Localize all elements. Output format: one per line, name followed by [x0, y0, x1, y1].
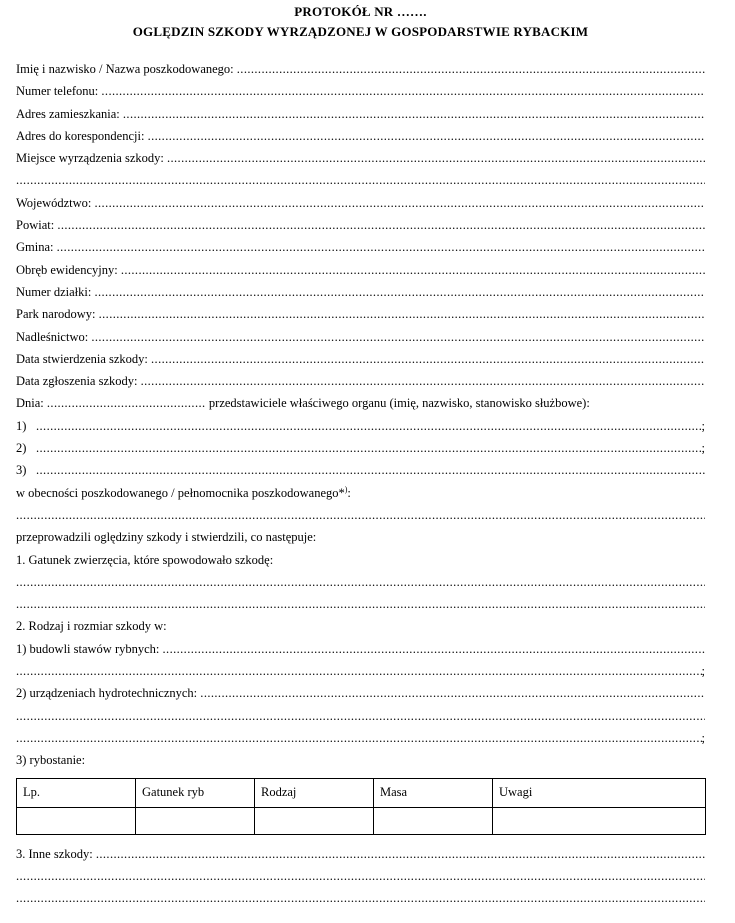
- field-gmina[interactable]: [16, 236, 705, 258]
- doc-title-line1: PROTOKÓŁ NR …….: [294, 4, 427, 19]
- table-header-rodzaj: Rodzaj: [255, 778, 374, 807]
- list-number: 2): [16, 441, 27, 456]
- fill-line[interactable]: [91, 326, 705, 348]
- species-label-row: [16, 549, 705, 571]
- findings-label-row: [16, 526, 705, 548]
- field-label: Nadleśnictwo:: [16, 329, 89, 344]
- field-label: Województwo:: [16, 195, 92, 210]
- fill-line[interactable]: [101, 80, 705, 102]
- table-row[interactable]: [17, 807, 706, 834]
- fill-line[interactable]: [57, 214, 705, 236]
- field-park[interactable]: [16, 303, 705, 325]
- field-adres[interactable]: [16, 103, 705, 125]
- table-header-lp: Lp.: [17, 778, 136, 807]
- semicolon: ;: [701, 441, 705, 456]
- table-cell[interactable]: [493, 807, 706, 834]
- section-label: 1. Gatunek zwierzęcia, które spowodowało szkodę:: [16, 552, 274, 567]
- field-dnia[interactable]: [16, 392, 705, 414]
- section-label: 3) rybostanie:: [16, 753, 86, 768]
- form-rows: [16, 58, 705, 772]
- fill-line[interactable]: [16, 865, 705, 887]
- field-korespondencja[interactable]: [16, 125, 705, 147]
- field-urzadzenia[interactable]: [16, 682, 705, 704]
- field-gatunek-2[interactable]: [16, 593, 705, 615]
- field-label: Dnia:: [16, 396, 44, 411]
- field-telefon[interactable]: [16, 80, 705, 102]
- list-number: 3): [16, 463, 27, 478]
- field-inne-cont1[interactable]: [16, 865, 705, 887]
- field-data-stwierdzenia[interactable]: [16, 348, 705, 370]
- field-miejsce[interactable]: [16, 147, 705, 169]
- field-obreb[interactable]: [16, 259, 705, 281]
- table-cell[interactable]: [374, 807, 493, 834]
- fill-line[interactable]: [121, 259, 705, 281]
- fill-line[interactable]: [99, 303, 705, 325]
- field-label: Miejsce wyrządzenia szkody:: [16, 151, 164, 166]
- section-label: przeprowadzili oględziny szkody i stwierdzili, co następuje:: [16, 530, 317, 545]
- field-powiat[interactable]: [16, 214, 705, 236]
- fill-line[interactable]: [148, 125, 705, 147]
- fill-line[interactable]: [16, 660, 702, 682]
- field-inne-cont2[interactable]: [16, 887, 705, 909]
- table-header-uwagi: Uwagi: [493, 778, 706, 807]
- section-label: 2. Rodzaj i rozmiar szkody w:: [16, 619, 167, 634]
- fill-line[interactable]: [167, 147, 705, 169]
- table-header-masa: Masa: [374, 778, 493, 807]
- field-rep-1[interactable]: [16, 415, 705, 437]
- field-rep-3[interactable]: [16, 459, 705, 481]
- field-dzialka[interactable]: [16, 281, 705, 303]
- table-header-gatunek: Gatunek ryb: [136, 778, 255, 807]
- field-budowle-cont[interactable]: [16, 660, 705, 682]
- field-miejsce-cont[interactable]: [16, 169, 705, 191]
- field-nadlesnictwo[interactable]: [16, 326, 705, 348]
- fill-line[interactable]: [237, 58, 705, 80]
- table-cell[interactable]: [17, 807, 136, 834]
- field-urzadzenia-cont2[interactable]: [16, 727, 705, 749]
- field-inne[interactable]: [16, 843, 705, 865]
- fill-line[interactable]: [95, 192, 706, 214]
- fill-line[interactable]: [16, 593, 705, 615]
- form-rows-bottom: [16, 843, 705, 910]
- field-rep-2[interactable]: [16, 437, 705, 459]
- field-imie[interactable]: [16, 58, 705, 80]
- field-label: Gmina:: [16, 240, 54, 255]
- fill-line[interactable]: [163, 638, 705, 660]
- field-wojewodztwo[interactable]: [16, 192, 705, 214]
- fill-line[interactable]: [16, 727, 702, 749]
- field-label: Park narodowy:: [16, 307, 96, 322]
- fill-line[interactable]: [57, 236, 705, 258]
- fill-line[interactable]: [36, 459, 705, 481]
- field-label: Numer działki:: [16, 284, 92, 299]
- semicolon: ;: [701, 730, 705, 745]
- footnote-marker: ): [344, 484, 348, 494]
- table-cell[interactable]: [136, 807, 255, 834]
- field-data-zgloszenia[interactable]: [16, 370, 705, 392]
- field-label: 1) budowli stawów rybnych:: [16, 641, 160, 656]
- field-label: w obecności poszkodowanego / pełnomocnika poszkodowanego*):: [16, 484, 351, 500]
- fill-line[interactable]: [16, 887, 705, 909]
- field-label: Imię i nazwisko / Nazwa poszkodowanego:: [16, 62, 234, 76]
- fill-line[interactable]: [96, 843, 705, 865]
- fill-line[interactable]: [16, 571, 705, 593]
- field-label: Numer telefonu:: [16, 84, 99, 99]
- field-label: Adres zamieszkania:: [16, 106, 120, 121]
- representatives-label: przedstawiciele właściwego organu (imię, nazwisko, stanowisko służbowe):: [208, 396, 590, 411]
- damage-type-label-row: [16, 615, 705, 637]
- fill-line[interactable]: [123, 103, 705, 125]
- fill-line[interactable]: [16, 705, 705, 727]
- presence-label-row: [16, 482, 705, 504]
- table-cell[interactable]: [255, 807, 374, 834]
- fill-line[interactable]: [200, 682, 705, 704]
- fill-line[interactable]: [36, 415, 702, 437]
- field-label: 3. Inne szkody:: [16, 846, 93, 861]
- field-gatunek-1[interactable]: [16, 571, 705, 593]
- fish-stock-label-row: [16, 749, 705, 771]
- field-label: Data stwierdzenia szkody:: [16, 351, 148, 366]
- field-label: Data zgłoszenia szkody:: [16, 374, 138, 389]
- field-label: Obręb ewidencyjny:: [16, 262, 118, 277]
- fill-line[interactable]: [16, 169, 705, 191]
- field-label: Powiat:: [16, 218, 55, 233]
- list-number: 1): [16, 418, 27, 433]
- fill-line[interactable]: [16, 504, 705, 526]
- semicolon: ;: [701, 418, 705, 433]
- field-obecnosc[interactable]: [16, 504, 705, 526]
- table-header-row: [17, 778, 706, 807]
- fill-line-date[interactable]: [47, 392, 205, 414]
- field-label: 2) urządzeniach hydrotechnicznych:: [16, 686, 198, 701]
- field-urzadzenia-cont1[interactable]: [16, 705, 705, 727]
- field-budowle[interactable]: [16, 638, 705, 660]
- fish-stock-table: [16, 778, 706, 835]
- field-label: Adres do korespondencji:: [16, 128, 145, 143]
- fill-line[interactable]: [151, 348, 705, 370]
- semicolon: ;: [701, 664, 705, 679]
- fill-line[interactable]: [141, 370, 705, 392]
- fill-line[interactable]: [94, 281, 705, 303]
- doc-title-line2: OGLĘDZIN SZKODY WYRZĄDZONEJ W GOSPODARSTWIE RYBACKIM: [132, 24, 589, 39]
- fill-line[interactable]: [36, 437, 702, 459]
